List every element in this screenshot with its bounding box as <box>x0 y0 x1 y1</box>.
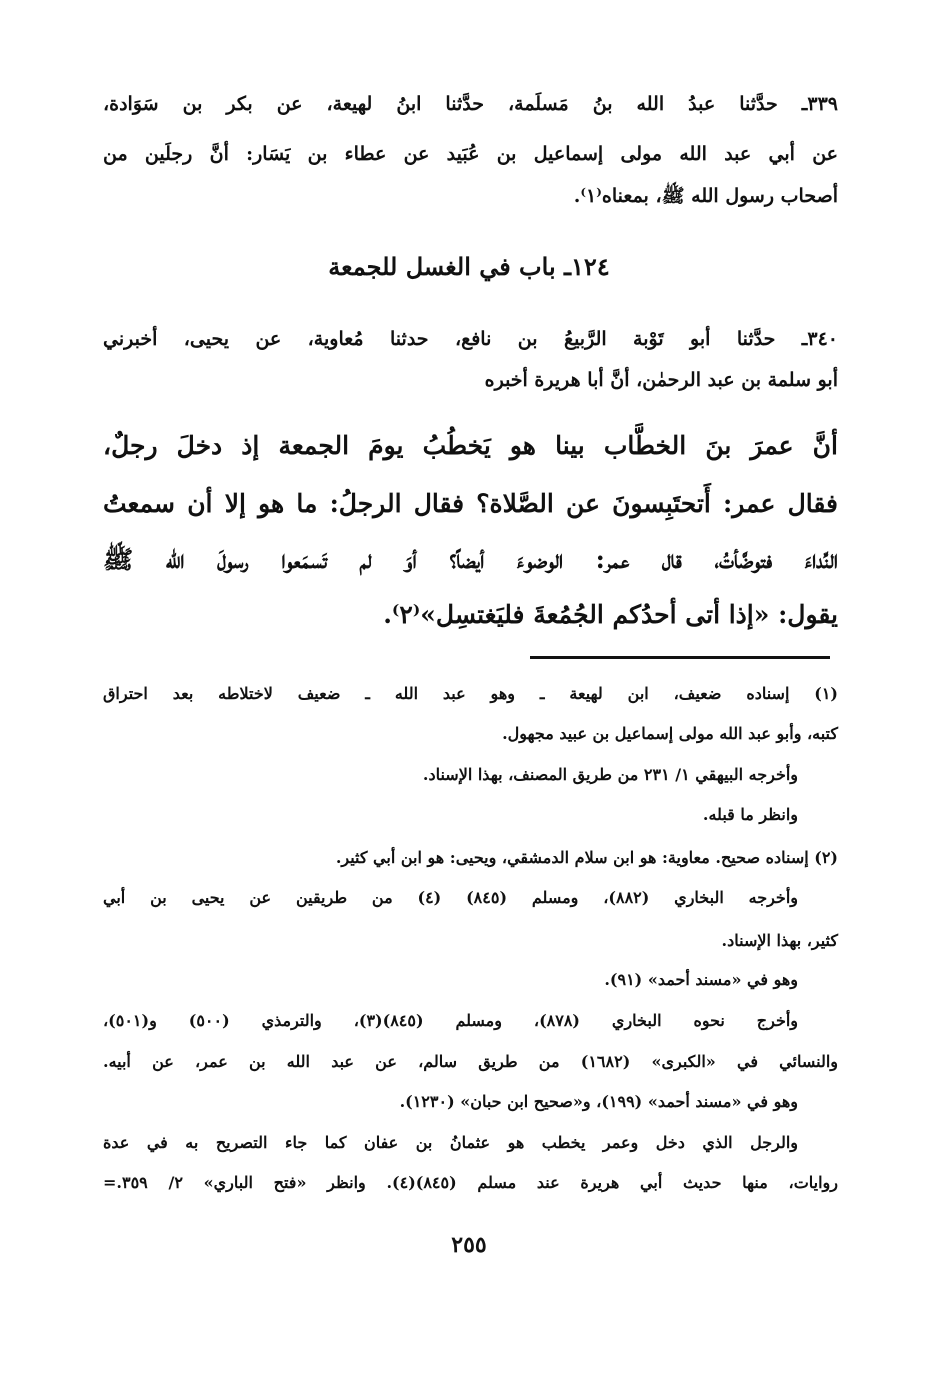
footnote-line: كتبه، وأبو عبد الله مولى إسماعيل بن عبيد مجهول. <box>502 724 838 743</box>
hadith-340-isnad-line: أبو سلمة بن عبد الرحمٰن، أنَّ أبا هريرة أخبره <box>484 369 838 391</box>
hadith-339-line: ٣٣٩ـ حدَّثنا عبدُ الله بنُ مَسلَمة، حدَّثنا ابنُ لهيعة، عن بكر بن سَوَادة، <box>103 93 838 115</box>
footnote-line: وهو في «مسند أحمد» (٩١). <box>604 970 798 989</box>
footnote-line: وأخرجه البيهقي ١/ ٢٣١ من طريق المصنف، بهذا الإسناد. <box>422 765 798 784</box>
footnote-line: وانظر ما قبله. <box>702 805 798 824</box>
footnote-line: كثير، بهذا الإسناد. <box>721 931 838 950</box>
hadith-339-line: عن أبي عبد الله مولى إسماعيل بن عُبَيد عن عطاء بن يَسَار: أنَّ رجلَين من <box>103 143 838 165</box>
hadith-340-matn-line: النِّداءَ فتوضَّأتُ، قال عمر: الوضوءَ أيضاً؟ أوَ لم تَسمَعوا رسولَ الله ﷺ <box>103 545 838 574</box>
hadith-340-matn-line: فقال عمر: أَتحتَبِسونَ عن الصَّلاة؟ فقال الرجلُ: ما هو إلا أن سمعتُ <box>103 489 838 518</box>
hadith-340-matn-line: يقول: «إذا أتى أحدُكم الجُمُعةَ فليَغتسِل»⁽٢⁾. <box>383 600 838 629</box>
footnote-line: روايات، منها حديث أبي هريرة عند مسلم (٨٤٥)(٤). وانظر «فتح الباري» ٢/ ٣٥٩.= <box>103 1173 838 1192</box>
footnote-line: والرجل الذي دخل وعمر يخطب هو عثمانُ بن عفان كما جاء التصريح به في عدة <box>103 1133 798 1152</box>
footnote-line: (١) إسناده ضعيف، ابن لهيعة ـ وهو عبد الله ـ ضعيف لاختلاطه بعد احتراق <box>103 684 838 703</box>
page-number: ٢٥٥ <box>451 1232 487 1258</box>
footnote-line: وأخرجه البخاري (٨٨٢)، ومسلم (٨٤٥) (٤) من طريقين عن يحيى بن أبي <box>103 888 798 907</box>
footnote-separator <box>530 656 830 659</box>
hadith-340-matn-line: أنَّ عمرَ بنَ الخطَّاب بينا هو يَخطُبُ يومَ الجمعة إذ دخلَ رجلٌ، <box>103 431 838 460</box>
footnote-line: وأخرج نحوه البخاري (٨٧٨)، ومسلم (٨٤٥)(٣)، والترمذي (٥٠٠) و(٥٠١)، <box>103 1011 799 1030</box>
footnote-line: والنسائي في «الكبرى» (١٦٨٢) من طريق سالم، عن عبد الله بن عمر، عن أبيه. <box>103 1052 838 1071</box>
footnote-line: (٢) إسناده صحيح. معاوية: هو ابن سلام الدمشقي، ويحيى: هو ابن أبي كثير. <box>335 848 838 867</box>
hadith-340-isnad-line: ٣٤٠ـ حدَّثنا أبو تَوْبة الرَّبيعُ بن نافع، حدثنا مُعاوية، عن يحيى، أخبرني <box>103 328 838 350</box>
footnote-line: وهو في «مسند أحمد» (١٩٩)، و«صحيح ابن حبان» (١٢٣٠). <box>399 1092 798 1111</box>
hadith-339-line: أصحاب رسول الله ﷺ، بمعناه⁽١⁾. <box>573 185 838 207</box>
chapter-heading: ١٢٤ـ باب في الغسل للجمعة <box>328 252 610 281</box>
